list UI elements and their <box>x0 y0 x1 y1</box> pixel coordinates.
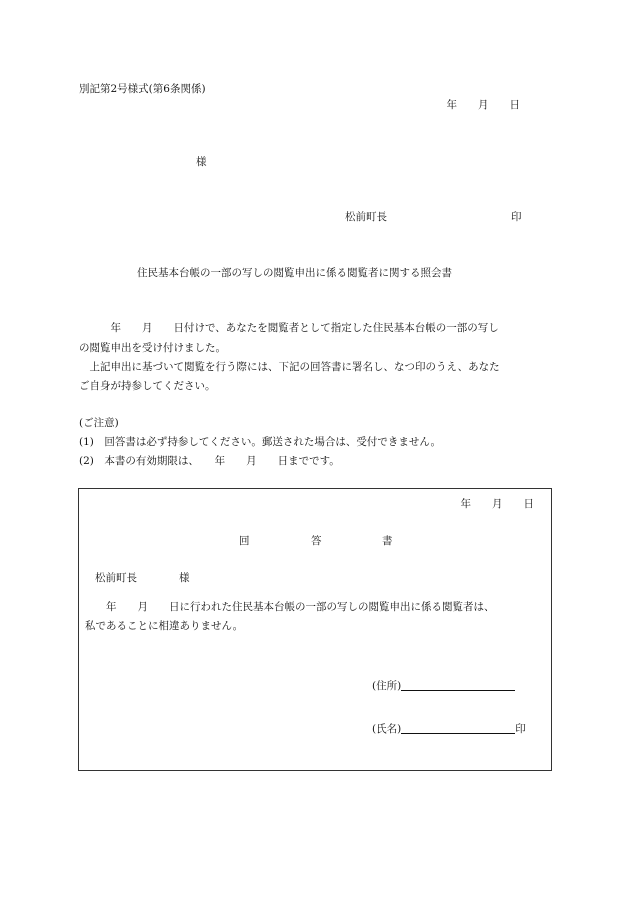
address-field[interactable] <box>372 677 515 695</box>
reply-title-char-2: 答 <box>311 535 322 547</box>
name-label: (氏名) <box>372 723 402 735</box>
name-line <box>401 720 515 734</box>
body-para2-line1: 上記申出に基づいて閲覧を行う際には、下記の回答書に署名し、なつ印のうえ、あなた <box>79 361 500 373</box>
name-field[interactable] <box>372 720 526 738</box>
body-para2-line2: ご自身が持参してください。 <box>79 380 216 392</box>
addressee-honorific: 様 <box>196 156 207 168</box>
issuer-seal: 印 <box>511 211 522 223</box>
address-label: (住所) <box>372 680 402 692</box>
reply-text-line2: 私であることに相違ありません。 <box>85 620 244 632</box>
reply-addressee: 松前町長 様 <box>95 572 190 584</box>
address-line <box>401 677 515 691</box>
document-title: 住民基本台帳の一部の写しの閲覧申出に係る閲覧者に関する照会書 <box>137 267 452 279</box>
reply-title-char-3: 書 <box>382 535 393 547</box>
body-para1-line2: の閲覧申出を受け付けました。 <box>79 342 226 354</box>
reply-title-char-1: 回 <box>239 535 250 547</box>
reply-seal: 印 <box>515 723 526 735</box>
issue-date: 年 月 日 <box>446 99 520 111</box>
notes-heading: (ご注意) <box>79 417 119 429</box>
issuer-name: 松前町長 <box>345 211 387 223</box>
reply-text-line1: 年 月 日に行われた住民基本台帳の一部の写しの閲覧申出に係る閲覧者は、 <box>85 601 495 613</box>
reply-date: 年 月 日 <box>460 498 534 510</box>
reply-form-box <box>78 488 552 771</box>
notes-item-1: (1) 回答書は必ず持参してください。郵送された場合は、受付できません。 <box>79 436 442 448</box>
body-para1-line1: 年 月 日付けで、あなたを閲覧者として指定した住民基本台帳の一部の写し <box>79 322 499 334</box>
notes-item-2: (2) 本書の有効期限は、 年 月 日までです。 <box>79 455 340 467</box>
form-label: 別記第2号様式(第6条関係) <box>79 83 206 95</box>
